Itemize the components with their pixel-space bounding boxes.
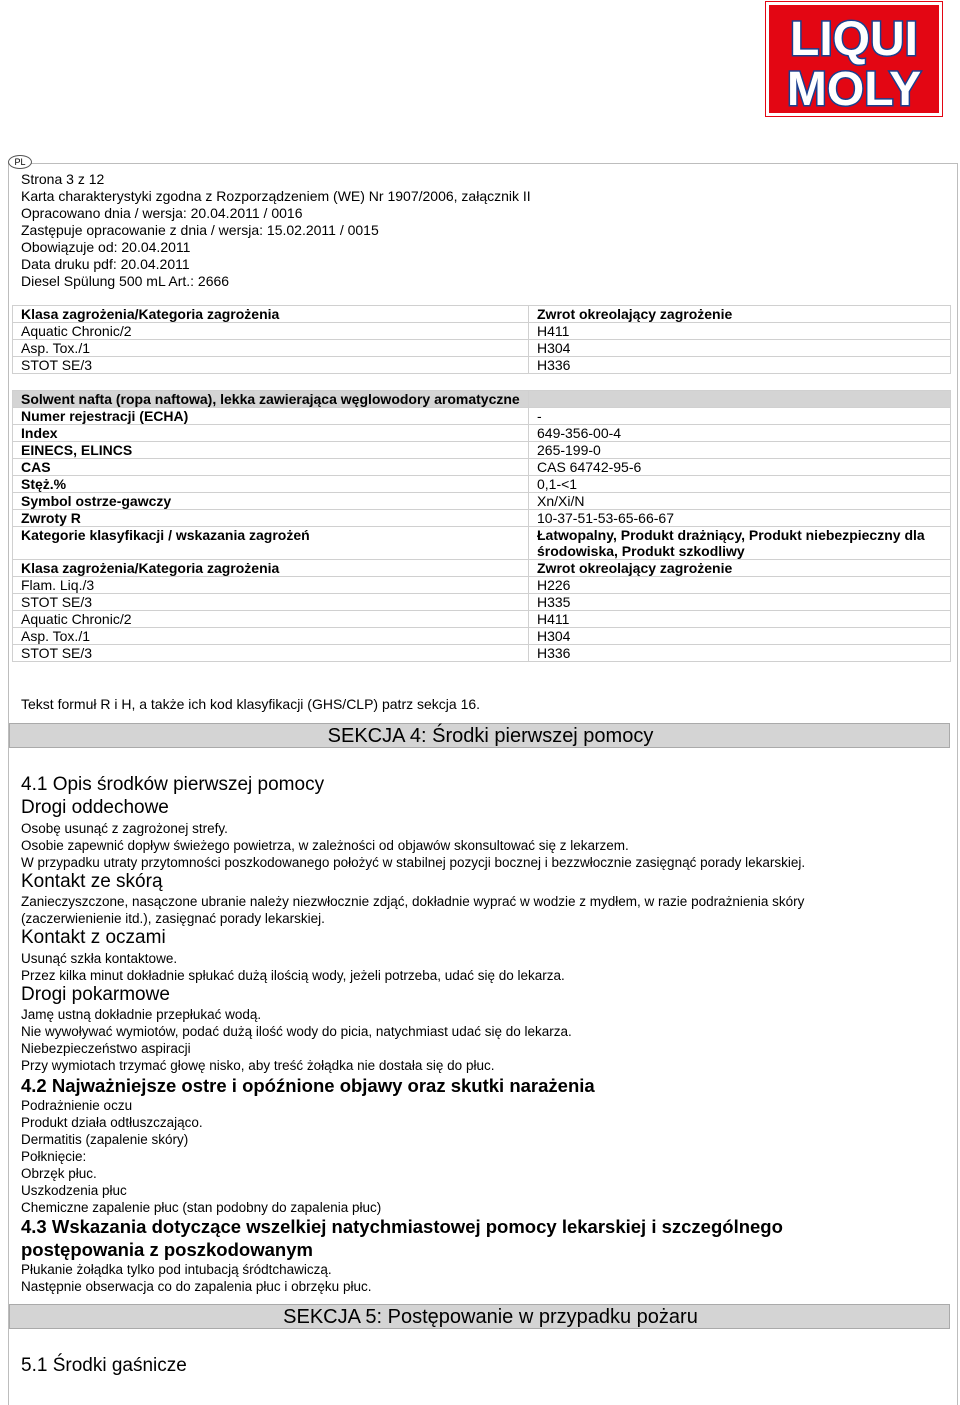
field-label-cas: CAS bbox=[13, 459, 529, 476]
field-label-categories: Kategorie klasyfikacji / wskazania zagrożeń bbox=[13, 527, 529, 560]
subsection-4-1-title: 4.1 Opis środków pierwszej pomocy bbox=[21, 774, 325, 795]
hazard-statement-cell: H411 bbox=[529, 323, 951, 340]
subsection-4-2-title: 4.2 Najważniejsze ostre i opóźnione objawy oraz skutki narażenia bbox=[21, 1075, 595, 1096]
print-date: Data druku pdf: 20.04.2011 bbox=[21, 256, 190, 272]
subsection-4-3-title bbox=[21, 1215, 783, 1261]
skin-contact-text bbox=[21, 893, 804, 927]
paragraph-line: Niebezpieczeństwo aspiracji bbox=[21, 1041, 191, 1056]
eye-contact-text bbox=[21, 950, 565, 984]
hazard-class-cell: Asp. Tox./1 bbox=[13, 628, 529, 645]
hazard-statement-cell: H304 bbox=[529, 340, 951, 357]
document-header bbox=[21, 171, 531, 290]
paragraph-line: Osobę usunąć z zagrożonej strefy. bbox=[21, 821, 228, 836]
version-info: Opracowano dnia / wersja: 20.04.2011 / 0016 bbox=[21, 205, 303, 221]
field-value-symbol: Xn/Xi/N bbox=[529, 493, 951, 510]
document-type: Karta charakterystyki zgodna z Rozporządzeniem (WE) Nr 1907/2006, załącznik II bbox=[21, 188, 531, 204]
field-value-r-phrases: 10-37-51-53-65-66-67 bbox=[529, 510, 951, 527]
language-badge: PL bbox=[8, 155, 32, 169]
replaces-info: Zastępuje opracowanie z dnia / wersja: 15.02.2011 / 0015 bbox=[21, 222, 379, 238]
section-5-title: SEKCJA 5: Postępowanie w przypadku pożaru bbox=[283, 1306, 698, 1328]
hazard-class-cell: STOT SE/3 bbox=[13, 645, 529, 662]
paragraph-line: Obrzęk płuc. bbox=[21, 1166, 97, 1181]
hazard-class-cell: Aquatic Chronic/2 bbox=[13, 611, 529, 628]
symptoms-text bbox=[21, 1097, 381, 1216]
field-value-categories: Łatwopalny, Produkt drażniący, Produkt niebezpieczny dla środowiska, Produkt szkodliwy bbox=[529, 527, 951, 560]
paragraph-line: Przez kilka minut dokładnie spłukać dużą ilością wody, jeżeli potrzeba, udać się do lekarza. bbox=[21, 968, 565, 983]
subsection-4-3-title-line: 4.3 Wskazania dotyczące wszelkiej natychmiastowej pomocy lekarskiej i szczególnego bbox=[21, 1216, 783, 1237]
liqui-moly-logo bbox=[766, 2, 942, 116]
substance-name-empty bbox=[529, 391, 951, 408]
logo-graphic bbox=[769, 5, 939, 113]
field-label-index: Index bbox=[13, 425, 529, 442]
paragraph-line: Płukanie żołądka tylko pod intubacją śródtchawiczą. bbox=[21, 1262, 332, 1277]
paragraph-line: Następnie obserwacja co do zapalenia płuc i obrzęku płuc. bbox=[21, 1279, 372, 1294]
ingestion-title: Drogi pokarmowe bbox=[21, 984, 170, 1005]
paragraph-line: Połknięcie: bbox=[21, 1149, 87, 1164]
ingestion-text bbox=[21, 1006, 572, 1074]
section-4-title: SEKCJA 4: Środki pierwszej pomocy bbox=[327, 725, 654, 747]
substance-table bbox=[12, 390, 951, 662]
paragraph-line: Zanieczyszczone, nasączone ubranie należy niezwłocznie zdjąć, dokładnie wyprać w wodzie z mydłem, w razie podrażnienia skóry bbox=[21, 894, 805, 909]
field-label-concentration: Stęż.% bbox=[13, 476, 529, 493]
paragraph-line: Dermatitis (zapalenie skóry) bbox=[21, 1132, 189, 1147]
logo-line2: MOLY bbox=[786, 63, 922, 113]
eye-contact-title: Kontakt z oczami bbox=[21, 927, 166, 948]
field-label-echa: Numer rejestracji (ECHA) bbox=[13, 408, 529, 425]
paragraph-line: Nie wywoływać wymiotów, podać dużą ilość wody do picia, natychmiast udać się do lekarza. bbox=[21, 1024, 572, 1039]
subsection-5-1-title: 5.1 Środki gaśnicze bbox=[21, 1355, 187, 1376]
hazard-class-cell: STOT SE/3 bbox=[13, 594, 529, 611]
subsection-4-3-title-line: postępowania z poszkodowanym bbox=[21, 1239, 313, 1260]
field-value-concentration: 0,1-<1 bbox=[529, 476, 951, 493]
hazard-class-header: Klasa zagrożenia/Kategoria zagrożenia bbox=[13, 306, 529, 323]
paragraph-line: W przypadku utraty przytomności poszkodowanego położyć w stabilnej pozycji bocznej i bezzwłocznie zasięgnąć porady lekarskiej. bbox=[21, 855, 806, 870]
substance-name: Solwent nafta (ropa naftowa), lekka zawierająca węglowodory aromatyczne bbox=[13, 391, 529, 408]
hazard-statement-cell: H336 bbox=[529, 357, 951, 374]
field-value-cas: CAS 64742-95-6 bbox=[529, 459, 951, 476]
paragraph-line: Usunąć szkła kontaktowe. bbox=[21, 951, 178, 966]
page-number: Strona 3 z 12 bbox=[21, 171, 105, 187]
hazard-statement-cell: H411 bbox=[529, 611, 951, 628]
field-value-index: 649-356-00-4 bbox=[529, 425, 951, 442]
airways-text bbox=[21, 820, 805, 871]
hazard-statement-header: Zwrot okreolający zagrożenie bbox=[529, 306, 951, 323]
hazard-class-cell: Flam. Liq./3 bbox=[13, 577, 529, 594]
medical-attention-text bbox=[21, 1261, 371, 1295]
hazard-statement-cell: H226 bbox=[529, 577, 951, 594]
paragraph-line: Uszkodzenia płuc bbox=[21, 1183, 127, 1198]
paragraph-line: Chemiczne zapalenie płuc (stan podobny do zapalenia płuc) bbox=[21, 1200, 382, 1215]
valid-from: Obowiązuje od: 20.04.2011 bbox=[21, 239, 191, 255]
paragraph-line: Produkt działa odtłuszczająco. bbox=[21, 1115, 203, 1130]
hazard-class-cell: Asp. Tox./1 bbox=[13, 340, 529, 357]
paragraph-line: Przy wymiotach trzymać głowę nisko, aby treść żołądka nie dostała się do płuc. bbox=[21, 1058, 495, 1073]
hazard-statement-cell: H304 bbox=[529, 628, 951, 645]
hazard-class-header: Klasa zagrożenia/Kategoria zagrożenia bbox=[13, 560, 529, 577]
logo-line1: LIQUI bbox=[790, 13, 918, 66]
field-label-r-phrases: Zwroty R bbox=[13, 510, 529, 527]
r-h-phrases-note: Tekst formuł R i H, a także ich kod klasyfikacji (GHS/CLP) patrz sekcja 16. bbox=[21, 696, 481, 712]
hazard-statement-header: Zwrot okreolający zagrożenie bbox=[529, 560, 951, 577]
field-value-echa: - bbox=[529, 408, 951, 425]
hazard-class-cell: STOT SE/3 bbox=[13, 357, 529, 374]
field-label-einecs: EINECS, ELINCS bbox=[13, 442, 529, 459]
hazard-class-cell: Aquatic Chronic/2 bbox=[13, 323, 529, 340]
section-5-header bbox=[9, 1304, 950, 1329]
field-value-einecs: 265-199-0 bbox=[529, 442, 951, 459]
paragraph-line: (zaczerwienienie itd.), zasięgnać porady lekarskiej. bbox=[21, 911, 325, 926]
airways-title: Drogi oddechowe bbox=[21, 797, 169, 818]
hazard-class-table-1 bbox=[12, 305, 951, 374]
section-4-header bbox=[9, 723, 950, 748]
field-label-symbol: Symbol ostrze-gawczy bbox=[13, 493, 529, 510]
paragraph-line: Osobie zapewnić dopływ świeżego powietrza, w zależności od objawów skonsultować się z lekarzem. bbox=[21, 838, 629, 853]
skin-contact-title: Kontakt ze skórą bbox=[21, 871, 163, 892]
product-name: Diesel Spülung 500 mL Art.: 2666 bbox=[21, 273, 230, 289]
hazard-statement-cell: H335 bbox=[529, 594, 951, 611]
paragraph-line: Podrażnienie oczu bbox=[21, 1098, 133, 1113]
hazard-statement-cell: H336 bbox=[529, 645, 951, 662]
paragraph-line: Jamę ustną dokładnie przepłukać wodą. bbox=[21, 1007, 262, 1022]
